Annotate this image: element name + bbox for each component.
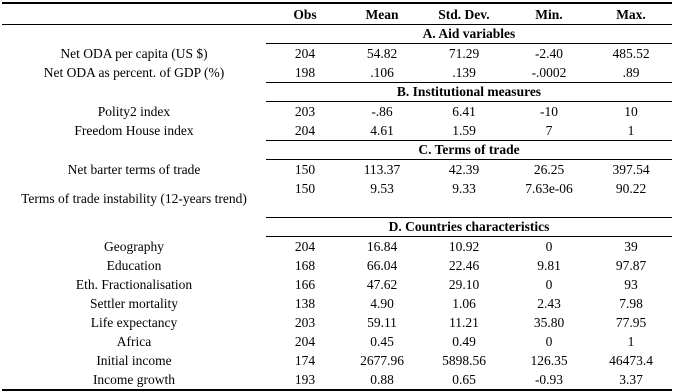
cell-obs: 204 bbox=[294, 334, 316, 349]
cell-max: 39 bbox=[624, 239, 638, 254]
cell-mean: 47.62 bbox=[366, 277, 398, 292]
section-header-row bbox=[2, 83, 672, 102]
table-row bbox=[2, 121, 672, 141]
cell-mean: 0.88 bbox=[344, 370, 420, 390]
table-row bbox=[2, 63, 672, 83]
table-row bbox=[2, 256, 672, 275]
header-blank bbox=[2, 3, 266, 25]
table-row bbox=[2, 313, 672, 332]
cell-obs: 193 bbox=[266, 370, 344, 390]
table-row bbox=[2, 294, 672, 313]
cell-min: -.0002 bbox=[531, 65, 567, 80]
cell-mean: 54.82 bbox=[366, 46, 398, 61]
cell-std-dev: 0.49 bbox=[452, 334, 476, 349]
cell-max: 1 bbox=[627, 334, 635, 349]
cell-obs: 138 bbox=[294, 296, 316, 311]
table-row bbox=[2, 179, 672, 218]
cell-min: 0 bbox=[545, 334, 553, 349]
table-row bbox=[2, 237, 672, 257]
cell-min: 7 bbox=[545, 123, 553, 138]
header-min: Min. bbox=[508, 3, 590, 25]
cell-min: -10 bbox=[540, 104, 558, 119]
table-row bbox=[2, 370, 672, 390]
row-label: Life expectancy bbox=[90, 315, 178, 330]
cell-std-dev: .139 bbox=[452, 65, 476, 80]
section-title-institutional: B. Institutional measures bbox=[266, 83, 672, 102]
section-header-row bbox=[2, 141, 672, 160]
cell-min: 35.80 bbox=[533, 315, 565, 330]
cell-std-dev: 0.65 bbox=[420, 370, 508, 390]
cell-max: 485.52 bbox=[612, 46, 650, 61]
cell-std-dev: 6.41 bbox=[452, 104, 476, 119]
row-label: Terms of trade instability (12-years trend) bbox=[21, 190, 247, 206]
cell-mean: 2677.96 bbox=[360, 353, 404, 368]
table-header-row bbox=[2, 3, 672, 25]
cell-min: 26.25 bbox=[533, 162, 565, 177]
cell-min: 7.63e-06 bbox=[525, 181, 573, 196]
cell-max: 7.98 bbox=[619, 296, 643, 311]
row-label: Income growth bbox=[2, 370, 266, 390]
table-row bbox=[2, 351, 672, 370]
cell-obs: 203 bbox=[294, 315, 316, 330]
cell-min: 9.81 bbox=[537, 258, 561, 273]
table-row bbox=[2, 102, 672, 122]
section-header-row bbox=[2, 25, 672, 44]
cell-obs: 204 bbox=[294, 46, 316, 61]
header-obs: Obs bbox=[266, 3, 344, 25]
cell-min: 0 bbox=[545, 277, 553, 292]
header-mean: Mean bbox=[344, 3, 420, 25]
row-label: Initial income bbox=[96, 353, 172, 368]
cell-std-dev: 11.21 bbox=[449, 315, 479, 330]
cell-std-dev: 1.06 bbox=[452, 296, 476, 311]
row-label: Net ODA per capita (US $) bbox=[60, 45, 208, 61]
cell-obs: 168 bbox=[294, 258, 316, 273]
cell-min: -0.93 bbox=[508, 370, 590, 390]
row-label: Africa bbox=[116, 334, 152, 349]
cell-min: -2.40 bbox=[534, 46, 564, 61]
cell-obs: 150 bbox=[294, 162, 316, 177]
cell-max: 46473.4 bbox=[609, 353, 653, 368]
cell-mean: 16.84 bbox=[366, 239, 398, 254]
cell-std-dev: 71.29 bbox=[448, 46, 480, 61]
table-row bbox=[2, 275, 672, 294]
cell-max: 90.22 bbox=[615, 181, 647, 196]
section-title-countries: D. Countries characteristics bbox=[266, 218, 672, 237]
row-label: Eth. Fractionalisation bbox=[75, 277, 193, 292]
header-max: Max. bbox=[590, 3, 672, 25]
cell-max: 77.95 bbox=[615, 315, 647, 330]
row-label: Net barter terms of trade bbox=[67, 161, 201, 177]
cell-mean: 66.04 bbox=[366, 258, 398, 273]
cell-std-dev: 10.92 bbox=[448, 239, 480, 254]
section-header-row bbox=[2, 218, 672, 237]
cell-max: 1 bbox=[627, 123, 635, 138]
cell-std-dev: 1.59 bbox=[452, 123, 476, 138]
cell-mean: 9.53 bbox=[370, 181, 394, 196]
table-row bbox=[2, 332, 672, 351]
cell-max: .89 bbox=[622, 65, 640, 80]
cell-std-dev: 22.46 bbox=[448, 258, 480, 273]
header-std-dev: Std. Dev. bbox=[420, 3, 508, 25]
cell-min: 2.43 bbox=[537, 296, 561, 311]
table-row bbox=[2, 160, 672, 180]
cell-mean: -.86 bbox=[371, 104, 393, 119]
cell-obs: 204 bbox=[294, 123, 316, 138]
cell-mean: .106 bbox=[370, 65, 394, 80]
cell-std-dev: 9.33 bbox=[452, 181, 476, 196]
section-title-aid: A. Aid variables bbox=[266, 25, 672, 44]
row-label: Polity2 index bbox=[97, 103, 171, 119]
table-row bbox=[2, 44, 672, 64]
cell-mean: 59.11 bbox=[367, 315, 397, 330]
cell-max: 97.87 bbox=[615, 258, 647, 273]
summary-statistics-table bbox=[2, 2, 672, 391]
cell-max: 3.37 bbox=[590, 370, 672, 390]
cell-mean: 113.37 bbox=[363, 162, 401, 177]
cell-obs: 166 bbox=[294, 277, 316, 292]
cell-min: 126.35 bbox=[530, 353, 568, 368]
cell-std-dev: 29.10 bbox=[448, 277, 480, 292]
cell-std-dev: 5898.56 bbox=[442, 353, 486, 368]
row-label: Net ODA as percent. of GDP (%) bbox=[43, 65, 225, 81]
row-label: Freedom House index bbox=[74, 123, 194, 139]
cell-obs: 204 bbox=[294, 239, 316, 254]
cell-obs: 150 bbox=[294, 181, 316, 196]
cell-max: 10 bbox=[624, 104, 638, 119]
cell-max: 397.54 bbox=[612, 162, 650, 177]
cell-obs: 198 bbox=[294, 65, 316, 80]
cell-max: 93 bbox=[624, 277, 638, 292]
cell-mean: 0.45 bbox=[370, 334, 394, 349]
cell-mean: 4.61 bbox=[370, 123, 394, 138]
cell-std-dev: 42.39 bbox=[448, 162, 480, 177]
cell-obs: 174 bbox=[294, 353, 316, 368]
row-label: Settler mortality bbox=[89, 296, 179, 311]
row-label: Geography bbox=[104, 238, 164, 254]
section-title-terms-of-trade: C. Terms of trade bbox=[266, 141, 672, 160]
cell-mean: 4.90 bbox=[370, 296, 394, 311]
row-label: Education bbox=[106, 258, 162, 273]
cell-obs: 203 bbox=[294, 104, 316, 119]
cell-min: 0 bbox=[545, 239, 553, 254]
